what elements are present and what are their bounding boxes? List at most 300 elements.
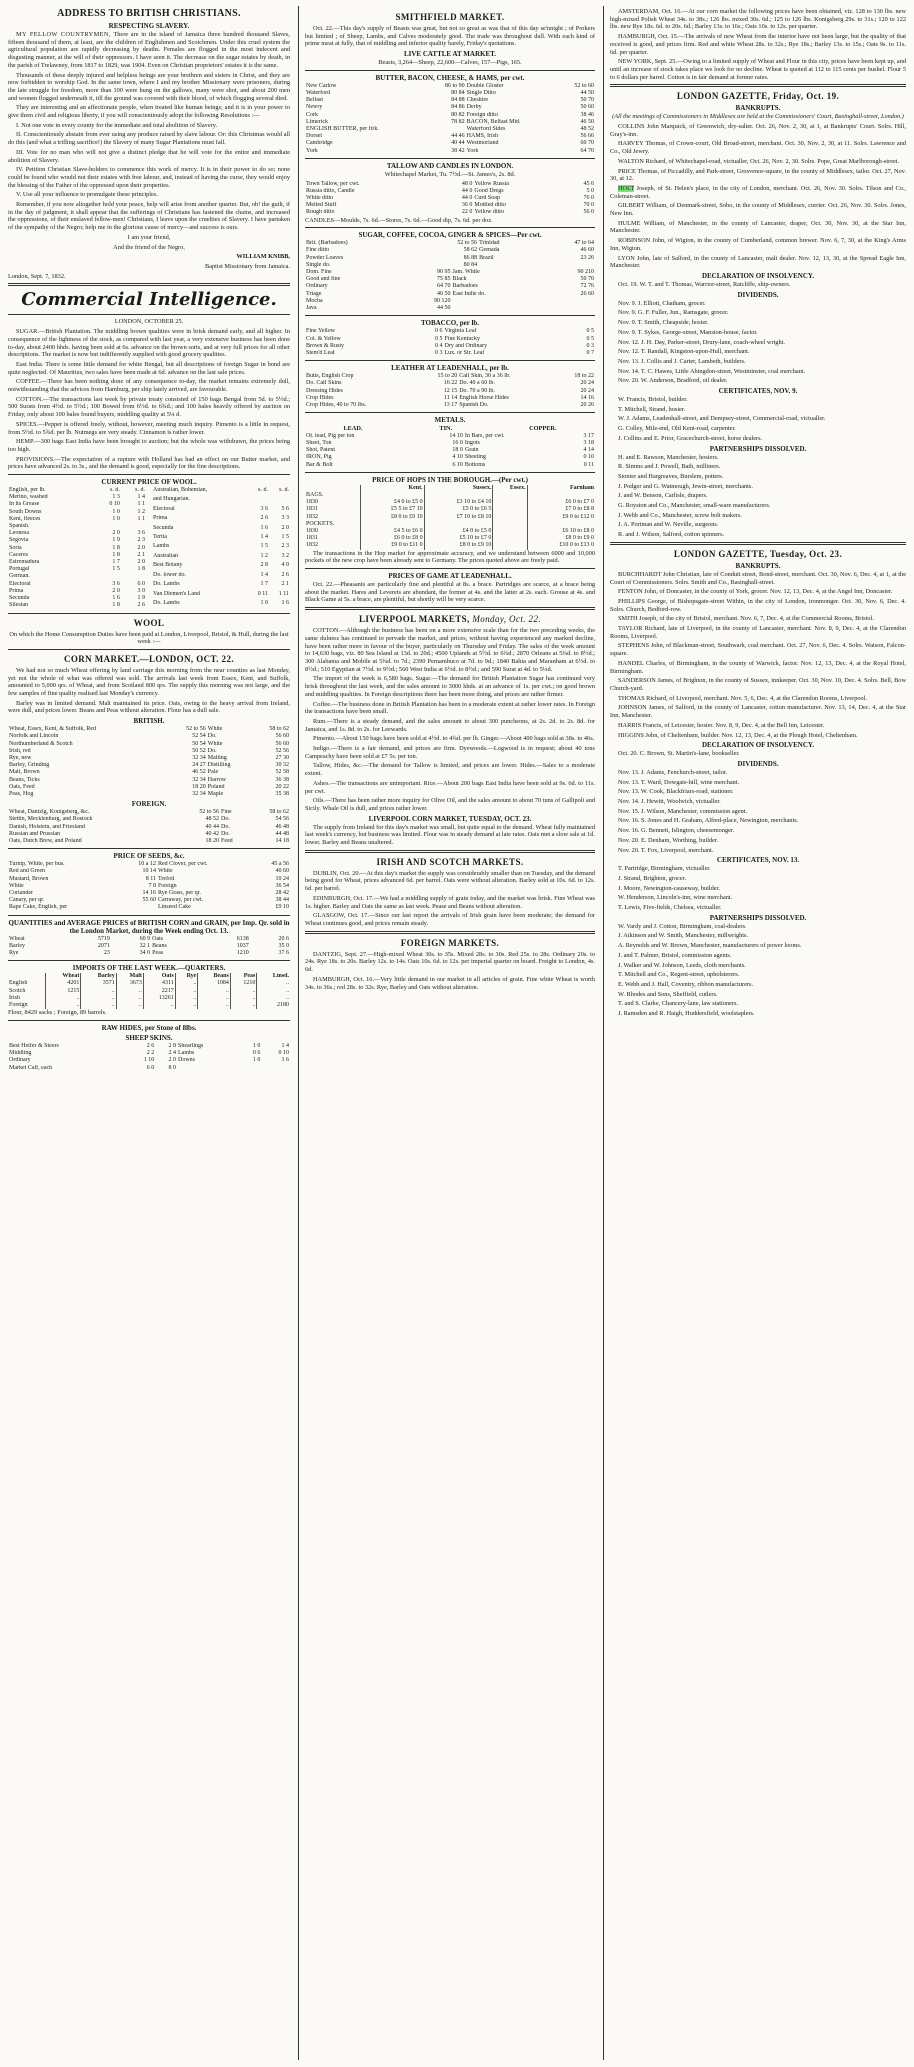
table-cell: 58 to 62 xyxy=(269,726,289,733)
table-cell: 16 0 xyxy=(452,440,463,447)
table-cell: 24 27 xyxy=(192,762,206,769)
table-cell: White xyxy=(9,882,24,889)
table-row xyxy=(305,454,595,461)
table-row xyxy=(8,487,146,494)
bankrupt-entry: PRICE Thomas, of Piccadilly, and Park-street, Grosvenor-square, in the county of Middlesex, tailor. Oct. 27, Nov. 30, at 12. xyxy=(610,167,906,183)
table-cell: 46 52 xyxy=(192,769,206,776)
table-cell: Soria xyxy=(9,544,22,551)
table-cell: .. xyxy=(81,1002,116,1009)
table-row xyxy=(305,535,595,542)
table-cell: 4 10 xyxy=(452,454,463,461)
table-cell: 1 8 xyxy=(112,544,120,551)
table-row xyxy=(152,487,290,496)
table-cell: 52 54 xyxy=(192,733,206,740)
cattle-counts: Beasts, 3,264—Sheep, 22,600—Calves, 157—Pigs, 165. xyxy=(378,59,522,67)
table-cell: English, per lb. xyxy=(9,487,46,494)
table-cell: 56 60 xyxy=(275,740,289,747)
table-row xyxy=(305,133,595,140)
market-paragraph: EDINBURGH, Oct. 17.—We had a middling supply of grain today, and the market was brisk. Fine Wheat was 1s. higher. Barley and Oats the same as last week. Pease and Beans without alteration. xyxy=(305,894,595,910)
dividend-entry: Nov. 9. T. Sykes, George-street, Mansion-house, factor. xyxy=(618,328,758,336)
table-row xyxy=(305,447,595,454)
bankrupt-entry: HARRIS Francis, of Leicester, hosier. Nov. 8, 9, Dec. 4, at the Bell Inn, Leicester. xyxy=(618,721,825,729)
table-cell: 2071 xyxy=(97,942,110,949)
market-paragraph: The supply from Ireland for this day's market was small, but quite equal to the demand. Wheat fully maintained last week's currency, but business was limited. Flour was in steady demand at late rates. Oats met a slow sale at 1d. lower. Barley and Beans unaltered. xyxy=(305,823,595,847)
market-paragraph: Coffee.—The business done in British Plantation has been to a moderate extent at rather lower rates. In Foreign the transactions have been small. xyxy=(305,700,595,716)
table-cell: 40 42 xyxy=(205,830,219,837)
divider xyxy=(8,474,290,475)
table-row xyxy=(305,402,595,409)
table-cell: 86 to 90 xyxy=(444,82,465,89)
table-cell: 1 6 xyxy=(260,524,268,531)
table-cell: Peas xyxy=(152,950,164,956)
table-cell: 50 54 xyxy=(192,740,206,747)
table-cell: 0 6 xyxy=(434,328,443,335)
table-cell: Cork xyxy=(306,111,318,118)
table-cell: £3 10 to £4 10 xyxy=(424,499,493,506)
table-cell xyxy=(493,492,527,499)
table-cell: 36 38 xyxy=(275,776,289,783)
partnerships-title: PARTNERSHIPS DISSOLVED. xyxy=(709,444,807,453)
averages-title: QUANTITIES and AVERAGE PRICES of BRITISH CORN and GRAIN, per Imp. Qr. sold in the London Market, during the Week ending Oct. 13. xyxy=(8,918,290,935)
table-cell: 48 52 xyxy=(580,126,594,133)
table-cell: Electoral xyxy=(9,580,31,587)
table-cell: Dom. Fine xyxy=(306,269,332,276)
table-cell: 1 9 xyxy=(112,537,120,544)
table-cell: 0 10 xyxy=(109,501,120,508)
table-cell: Barley xyxy=(9,942,25,949)
table-cell: 32 34 xyxy=(192,790,206,797)
table-cell: Ot. lead, Pig per ton xyxy=(306,432,355,439)
table-cell: 28 42 xyxy=(275,889,289,896)
table-row xyxy=(8,883,290,890)
table-row xyxy=(8,588,146,595)
table-cell: 3 6 xyxy=(137,530,145,537)
table-cell: 50 70 xyxy=(580,276,594,283)
table-cell: 2 0 xyxy=(112,530,120,537)
table-cell: In its Grease xyxy=(9,501,40,508)
partnership-entry: R. Simms and J. Powell, Bath, milliners. xyxy=(618,463,721,471)
table-row xyxy=(8,897,290,904)
table-row xyxy=(8,602,146,609)
bankrupt-entry: WALTON Richard, of Whitechapel-road, victualler, Oct. 26, Nov. 2, 30. Solrs. Pope, Great Marlborough-street. xyxy=(618,157,900,165)
table-cell: Mustard, Brown xyxy=(9,875,49,882)
table-cell: Segovia xyxy=(9,537,29,544)
table-row xyxy=(8,595,146,602)
table-cell: 86 88 xyxy=(463,254,478,261)
table-cell: .. xyxy=(286,980,289,987)
table-cell: 2 3 xyxy=(137,537,145,544)
table-cell: 1831 xyxy=(305,535,361,542)
table-header-cell: Rye xyxy=(175,973,198,980)
table-cell: Cheshire xyxy=(466,97,488,104)
gazette-intro: (All the meetings of Commissioners in Middlesex are held at the Commissioners' Court, Basinghall-street, London.) xyxy=(612,113,904,121)
table-row xyxy=(305,336,595,343)
table-cell xyxy=(269,496,290,505)
table-header-cell: Wheat xyxy=(45,973,80,980)
table-row xyxy=(305,269,595,276)
table-cell: 0 6 xyxy=(252,1050,261,1057)
table-cell: 1 5 xyxy=(112,566,120,573)
table-cell: Col. & Yellow xyxy=(306,335,341,342)
imports-table xyxy=(8,973,290,1009)
table-cell: Dry and Ordinary xyxy=(444,342,488,349)
table-cell: 22 0 xyxy=(461,209,473,216)
table-cell: 52 to 56 xyxy=(186,726,206,733)
table-cell: 44 50 xyxy=(437,305,451,312)
divider xyxy=(8,848,290,849)
table-row xyxy=(305,291,595,298)
divider xyxy=(305,227,595,228)
table-cell: Brown & Rusty xyxy=(306,342,345,349)
partnership-entry: E. Webb and J. Hall, Coventry, ribbon manufacturers. xyxy=(618,980,754,988)
table-cell: Scotch xyxy=(8,988,45,995)
table-cell: £8 0 to £9 10 xyxy=(361,514,424,521)
table-cell: Rye xyxy=(9,950,19,956)
table-cell: Dressing Hides xyxy=(306,387,343,394)
table-cell: 46 50 xyxy=(580,118,594,125)
bankrupt-entry: GILBERT William, of Denmark-street, Soho, in the county of Middlesex, currier. Oct. 26, Nov. 30. Solrs. Jones, New Inn. xyxy=(610,202,906,218)
hides-table xyxy=(8,1043,290,1072)
table-cell: 45 6 xyxy=(583,180,594,187)
table-cell: Australian, Bohemian, xyxy=(153,487,208,494)
liverpool-date: Monday, Oct. 22. xyxy=(472,614,541,625)
closing: I am your friend, xyxy=(127,233,171,241)
table-cell: 2 1 xyxy=(281,581,289,588)
table-header-cell: Sussex. xyxy=(424,485,493,492)
table-cell: 1 5 xyxy=(260,543,268,550)
wool-prices-title: CURRENT PRICE OF WOOL. xyxy=(101,478,197,487)
table-cell: .. xyxy=(81,995,116,1002)
table-cell: Caceres xyxy=(9,551,28,558)
table-row xyxy=(305,276,595,283)
table-row xyxy=(152,543,290,552)
resolution: IV. Petition Christian Slave-holders to commence this work of mercy. It is in their power to do so; none could be found who would not their estates with free labour, and, instead of having the curse, they would enjoy the blessing of the Father of the oppressed upon their properties. xyxy=(8,166,290,189)
table-cell: 14 18 xyxy=(275,837,289,844)
table-cell: 0 3 xyxy=(586,342,594,349)
table-cell: 30 32 xyxy=(275,762,289,769)
table-cell: 2 4 xyxy=(168,1050,177,1057)
table-cell: .. xyxy=(45,1002,80,1009)
divider xyxy=(8,960,290,961)
dividends-title: DIVIDENDS. xyxy=(737,759,779,768)
table-cell: York xyxy=(306,147,318,154)
table-cell: IRON, Pig xyxy=(306,454,332,461)
bankrupts-list xyxy=(610,571,906,739)
table-cell: 38 46 xyxy=(580,111,594,118)
table-cell: £5 5 to £7 10 xyxy=(361,506,424,513)
address-subtitle: RESPECTING SLAVERY. xyxy=(108,22,190,30)
table-cell: 1 7 xyxy=(260,581,268,588)
table-row xyxy=(8,988,290,995)
table-cell: Stettin, Mecklenburg, and Rostock xyxy=(9,816,93,823)
table-cell: Do. 40 a 60 lb. xyxy=(459,380,495,387)
table-cell: 72 76 xyxy=(580,283,594,290)
certificate-entry: W. J. Adams, Leadenhall-street, and Dempsey-street, Commercial-road, victualler. xyxy=(618,415,826,423)
table-cell: 56 60 xyxy=(275,733,289,740)
table-row xyxy=(8,784,290,791)
table-cell: £9 10 xyxy=(275,904,289,911)
tallow-table xyxy=(305,181,595,217)
table-row xyxy=(8,494,146,501)
partnership-entry: J. and T. Palmer, Bristol, commission agents. xyxy=(618,951,732,959)
table-row xyxy=(8,980,290,987)
table-cell: 80 84 xyxy=(451,90,465,97)
dividend-entry: Nov. 12. T. Randall, Kingston-upon-Hull, merchant. xyxy=(618,348,750,356)
table-cell: Irish xyxy=(8,995,45,1002)
table-cell: 78 82 xyxy=(451,118,465,125)
table-cell: English xyxy=(8,980,45,987)
table-cell: s. d. xyxy=(279,487,289,494)
british-title: BRITISH. xyxy=(133,717,165,726)
metals-title: METALS. xyxy=(434,416,466,425)
insolvency-title: DECLARATION OF INSOLVENCY. xyxy=(701,741,815,750)
table-cell: 44 50 xyxy=(580,90,594,97)
table-cell: 32 34 xyxy=(192,776,206,783)
table-cell: .. xyxy=(175,1002,198,1009)
table-cell: 26 60 xyxy=(580,290,594,297)
table-cell: Lux. or Str. Leaf xyxy=(444,349,485,356)
copper-title: COPPER. xyxy=(529,425,557,433)
table-row xyxy=(305,112,595,119)
table-cell: Spanish. xyxy=(9,523,30,530)
table-cell: Foreign xyxy=(157,882,177,889)
table-cell: Carraway, per cwt. xyxy=(157,897,204,904)
table-cell: .. xyxy=(198,988,230,995)
column-middle xyxy=(305,8,595,2058)
commercial-title: Commercial Intelligence. xyxy=(21,289,277,311)
dividend-entry: Nov. 14. J. Hewitt, Woolwich, victualler. xyxy=(618,798,721,806)
table-cell xyxy=(261,1065,290,1072)
table-cell: Newry xyxy=(306,104,323,111)
dividend-entry: Nov. 13. J. Collis and J. Carter, Lambeth, builders. xyxy=(618,357,746,365)
table-cell: Brit. (Barbadoes) xyxy=(306,240,348,247)
imports-note: Flour, 8429 sacks ; Foreign, 89 barrels. xyxy=(8,1009,107,1017)
wool-table-left xyxy=(8,487,146,609)
table-cell: Market Calf, each xyxy=(9,1064,53,1071)
table-cell: 76 0 xyxy=(583,194,594,201)
table-cell: East Indie do. xyxy=(452,290,486,297)
table-cell: 50 60 xyxy=(580,104,594,111)
table-cell: 40 50 xyxy=(437,290,451,297)
liverpool-title: LIVERPOOL MARKETS, Monday, Oct. 22. xyxy=(358,614,541,625)
table-cell xyxy=(177,1065,240,1072)
partnerships-title: PARTNERSHIPS DISSOLVED. xyxy=(709,913,807,922)
table-row xyxy=(152,581,290,590)
table-cell: 6 0 xyxy=(137,580,145,587)
table-cell: 10 24 xyxy=(275,875,289,882)
table-row xyxy=(8,537,146,544)
table-cell: Distilling xyxy=(207,762,231,769)
game-title: PRICES OF GAME AT LEADENHALL. xyxy=(388,572,512,581)
table-cell: Russian and Prussian xyxy=(9,830,60,837)
table-cell: 6 0 xyxy=(146,1064,155,1071)
table-cell: 1 11 xyxy=(278,590,289,597)
table-cell: Do. lower do. xyxy=(153,571,186,578)
table-cell xyxy=(493,528,527,535)
hops-table xyxy=(305,485,595,550)
table-row xyxy=(8,755,290,762)
table-cell xyxy=(493,499,527,506)
table-cell: 16 22 xyxy=(443,380,458,387)
table-header-cell xyxy=(8,973,45,980)
table-cell: Fine xyxy=(221,809,232,816)
table-cell: 46 60 xyxy=(580,247,594,254)
certificates-title: CERTIFICATES, NOV. 13. xyxy=(716,856,800,865)
table-cell: 0 10 xyxy=(583,454,594,461)
table-cell: 2180 xyxy=(277,1002,289,1009)
table-cell: Oats, Dutch Brew, and Poland xyxy=(9,837,82,844)
table-cell: 1 4 xyxy=(281,1042,289,1049)
table-cell: 50 70 xyxy=(580,97,594,104)
table-cell: Wheat, Essex, Kent, & Suffolk, Red xyxy=(9,726,97,733)
table-cell: Canary, per qr. xyxy=(9,897,45,904)
market-paragraph: GLASGOW, Oct. 17.—Since our last report the arrivals of Irish grain have been moderate; the demand for Wheat continues good, and prices remain steady. xyxy=(305,912,595,927)
table-cell: Beans, Ticks xyxy=(9,776,40,783)
table-cell: .. xyxy=(198,995,230,1002)
insolvency-entry: Oct. 19. W. T. and T. Thomas, Warrior-street, Ratcliffe, ship-owners. xyxy=(618,280,791,288)
table-cell: 37 6 xyxy=(278,950,289,956)
table-cell: ENGLISH BUTTER, per firk. xyxy=(306,126,379,133)
column-left xyxy=(8,8,290,2058)
table-row xyxy=(152,600,290,610)
table-row xyxy=(305,240,595,247)
table-cell: Malt, Brown xyxy=(9,769,40,776)
table-header-cell: Farnham xyxy=(570,484,594,491)
market-paragraph: COFFEE.—There has been nothing done of any consequence to-day, the market remains extremely dull, notwithstanding that the advices from Hamburg, per ship lately arrived, are favourable. xyxy=(8,378,290,394)
table-row xyxy=(8,1050,290,1057)
table-cell: .. xyxy=(175,995,198,1002)
table-cell: 44 48 xyxy=(275,830,289,837)
table-row xyxy=(8,748,290,755)
table-cell: 6138 xyxy=(236,935,249,942)
table-cell: 13261 xyxy=(143,995,175,1002)
table-cell: Do. xyxy=(221,830,230,837)
table-cell: Russia ditto, Candle xyxy=(306,187,355,194)
table-cell: 46 48 xyxy=(275,823,289,830)
table-row xyxy=(305,521,595,528)
table-cell: 5719 xyxy=(97,935,110,942)
table-row xyxy=(8,950,290,957)
table-row xyxy=(8,1043,290,1050)
table-row xyxy=(305,388,595,395)
table-cell: 32 34 xyxy=(192,754,206,761)
table-cell: 4 14 xyxy=(583,447,594,454)
table-cell: 10 14 xyxy=(142,868,156,875)
table-row xyxy=(305,202,595,209)
address-paragraph: There are in the island of Jamaica three hundred thousand Slaves, fifteen thousand of them, at least, are the children of Englishmen and Scotchmen. Under this cruel system the agricultural population are rapidly decreasing by deaths. Females are flogged in the most indecent and disgusting manner, at the will of their oppressors. I have seen it. The decrease on the sugar estates by death, in the parish of Trelawney, from 1817 to 1829, was 1904. Even on Christian proprietors' estates it is the same. xyxy=(8,31,290,69)
table-cell: 1 9 xyxy=(137,595,145,602)
table-row xyxy=(305,90,595,97)
table-cell: 36 0 xyxy=(461,202,473,209)
market-paragraph: Tallow, Hides, &c.—The demand for Tallow is limited, and prices are lower. Hides.—Sales to a moderate extent. xyxy=(305,762,595,778)
table-cell: 2 6 xyxy=(281,571,289,578)
table-cell: Stem'd Leaf xyxy=(306,349,335,356)
table-cell: Estremadura xyxy=(9,559,40,566)
table-cell: 1 10 xyxy=(143,1057,155,1064)
table-cell: 1 6 xyxy=(281,1057,289,1064)
table-row xyxy=(305,140,595,147)
table-cell: 20 24 xyxy=(580,387,594,394)
table-cell: 1 1 xyxy=(137,515,145,522)
table-row xyxy=(8,552,146,559)
market-paragraph: Ashes.—The transactions are unimportant. Rice.—About 200 bags East India have been sold at 9s. 6d. to 11s. per cwt. xyxy=(305,779,595,795)
table-cell: Single Ditto xyxy=(466,90,496,97)
table-row xyxy=(305,195,595,202)
market-paragraph: The import of the week is 6,580 bags. Sugar.—The demand for British Plantation Sugar has continued very brisk throughout the last week, and the sales amount to 3000 hhds. at an advance of 1s. per cwt.; on good brown and middling qualities. In Foreign descriptions there has been more doing, and prices are rather firmer. xyxy=(305,675,595,698)
signature: WILLIAM KNIBB, xyxy=(236,253,290,261)
table-cell xyxy=(493,521,527,528)
table-cell: 1210 xyxy=(230,980,257,987)
table-cell: Ingots xyxy=(464,440,480,447)
table-row xyxy=(305,395,595,402)
table-row xyxy=(8,501,146,508)
table-cell: 3673 xyxy=(116,980,143,987)
certificate-entry: J. Strand, Brighton, grocer. xyxy=(618,874,687,882)
table-cell: Linseed Cake xyxy=(157,904,191,911)
market-paragraph: HAMBURGH, Oct. 16.—Very little demand in our market in all articles of grain. Fine white Wheat is worth 34s. to 36s.; red 28s. to 32s. Rye, Barley and Oats without alteration. xyxy=(305,975,595,991)
table-cell: 2 8 xyxy=(260,562,268,569)
table-cell: 1 7 xyxy=(112,559,120,566)
partnership-entry: J. and W. Benson, Carlisle, drapers. xyxy=(618,492,708,500)
divider xyxy=(305,607,595,610)
table-cell: Limerick xyxy=(306,118,328,125)
table-cell: 0 4 xyxy=(434,342,443,349)
table-cell: 2 2 xyxy=(146,1050,155,1057)
table-cell: 50 52 xyxy=(192,747,206,754)
table-cell: Mottled ditto xyxy=(474,202,506,209)
divider xyxy=(305,931,595,934)
market-paragraph: East India. There is some little demand for white Bengal, but all descriptions of foreign Sugar in bond are quite neglected. Of Mauritius, two sales have been made at 6d. advance on the last sale prices. xyxy=(8,360,290,376)
table-cell xyxy=(121,523,146,530)
table-cell: Prima xyxy=(153,515,168,522)
table-cell: Norfolk and Lincoln xyxy=(9,733,59,740)
table-cell: White xyxy=(207,726,223,733)
table-cell: 0 11 xyxy=(583,461,594,468)
table-cell: Dorset xyxy=(306,133,322,140)
table-cell: Wheat xyxy=(9,935,25,942)
table-cell: Butts, English Crop xyxy=(306,373,354,380)
smithfield-title: SMITHFIELD MARKET. xyxy=(395,12,505,22)
table-cell xyxy=(493,506,527,513)
dateline: London, Sept. 7, 1832. xyxy=(8,272,66,280)
certificate-entry: T. Partridge, Birmingham, victualler. xyxy=(618,865,711,873)
table-row xyxy=(8,726,290,733)
coffee-table xyxy=(305,269,595,312)
table-cell: 5 6 xyxy=(281,505,289,512)
market-paragraph: Rum.—There is a steady demand, and the sales amount to about 300 puncheons, at 2s. 2d. to 2s. 8d. for Jamaica, and 1s. 8d. to 2s. for Leewards. xyxy=(305,717,595,733)
certificates-list xyxy=(610,865,906,912)
table-cell: 35 38 xyxy=(275,790,289,797)
table-cell: 3 2 xyxy=(281,552,289,559)
divider xyxy=(305,360,595,361)
bankrupt-entry: HARVEY Thomas, of Crown-court, Old Broad-street, merchant. Oct. 30, Nov. 2, 30, at 11. Solrs. Lawrence and Co., Old Jewry. xyxy=(610,140,906,156)
table-cell: £6 0 to £7 0 xyxy=(565,499,594,506)
dividends-list xyxy=(610,300,906,385)
bankrupt-entry: TAYLOR Richard, late of Liverpool, in the county of Lancaster, merchant. Nov. 8, 9, Dec. 4, at the Clarendon Rooms, Liverpool. xyxy=(610,625,906,640)
table-cell: 12 15 xyxy=(443,387,458,394)
table-cell: Turnip, White, per bus. xyxy=(9,861,65,868)
dividend-entry: Nov. 9. G. F. Fuller, Jun., Ramsgate, grocer. xyxy=(618,309,729,317)
market-paragraph: DUBLIN, Oct. 20.—At this day's market the supply was considerably smaller than on Tuesday, and the demand being good for Wheat, prices advanced 6d. per barrel. Oats were without alteration. Barley sold at 10s. 6d. to 12s. 6d. per barrel. xyxy=(305,869,595,893)
partnership-entry: T. Mitchell and Co., Regent-street, upholsterers. xyxy=(618,971,740,979)
table-cell: New Carlow xyxy=(306,82,337,89)
table-row xyxy=(8,523,146,530)
table-row xyxy=(8,936,290,943)
table-cell: Silesian xyxy=(9,602,28,609)
table-cell: 18 0 xyxy=(452,447,463,454)
table-cell: Bottoms xyxy=(464,461,486,468)
table-cell: 56 0 xyxy=(583,209,594,216)
